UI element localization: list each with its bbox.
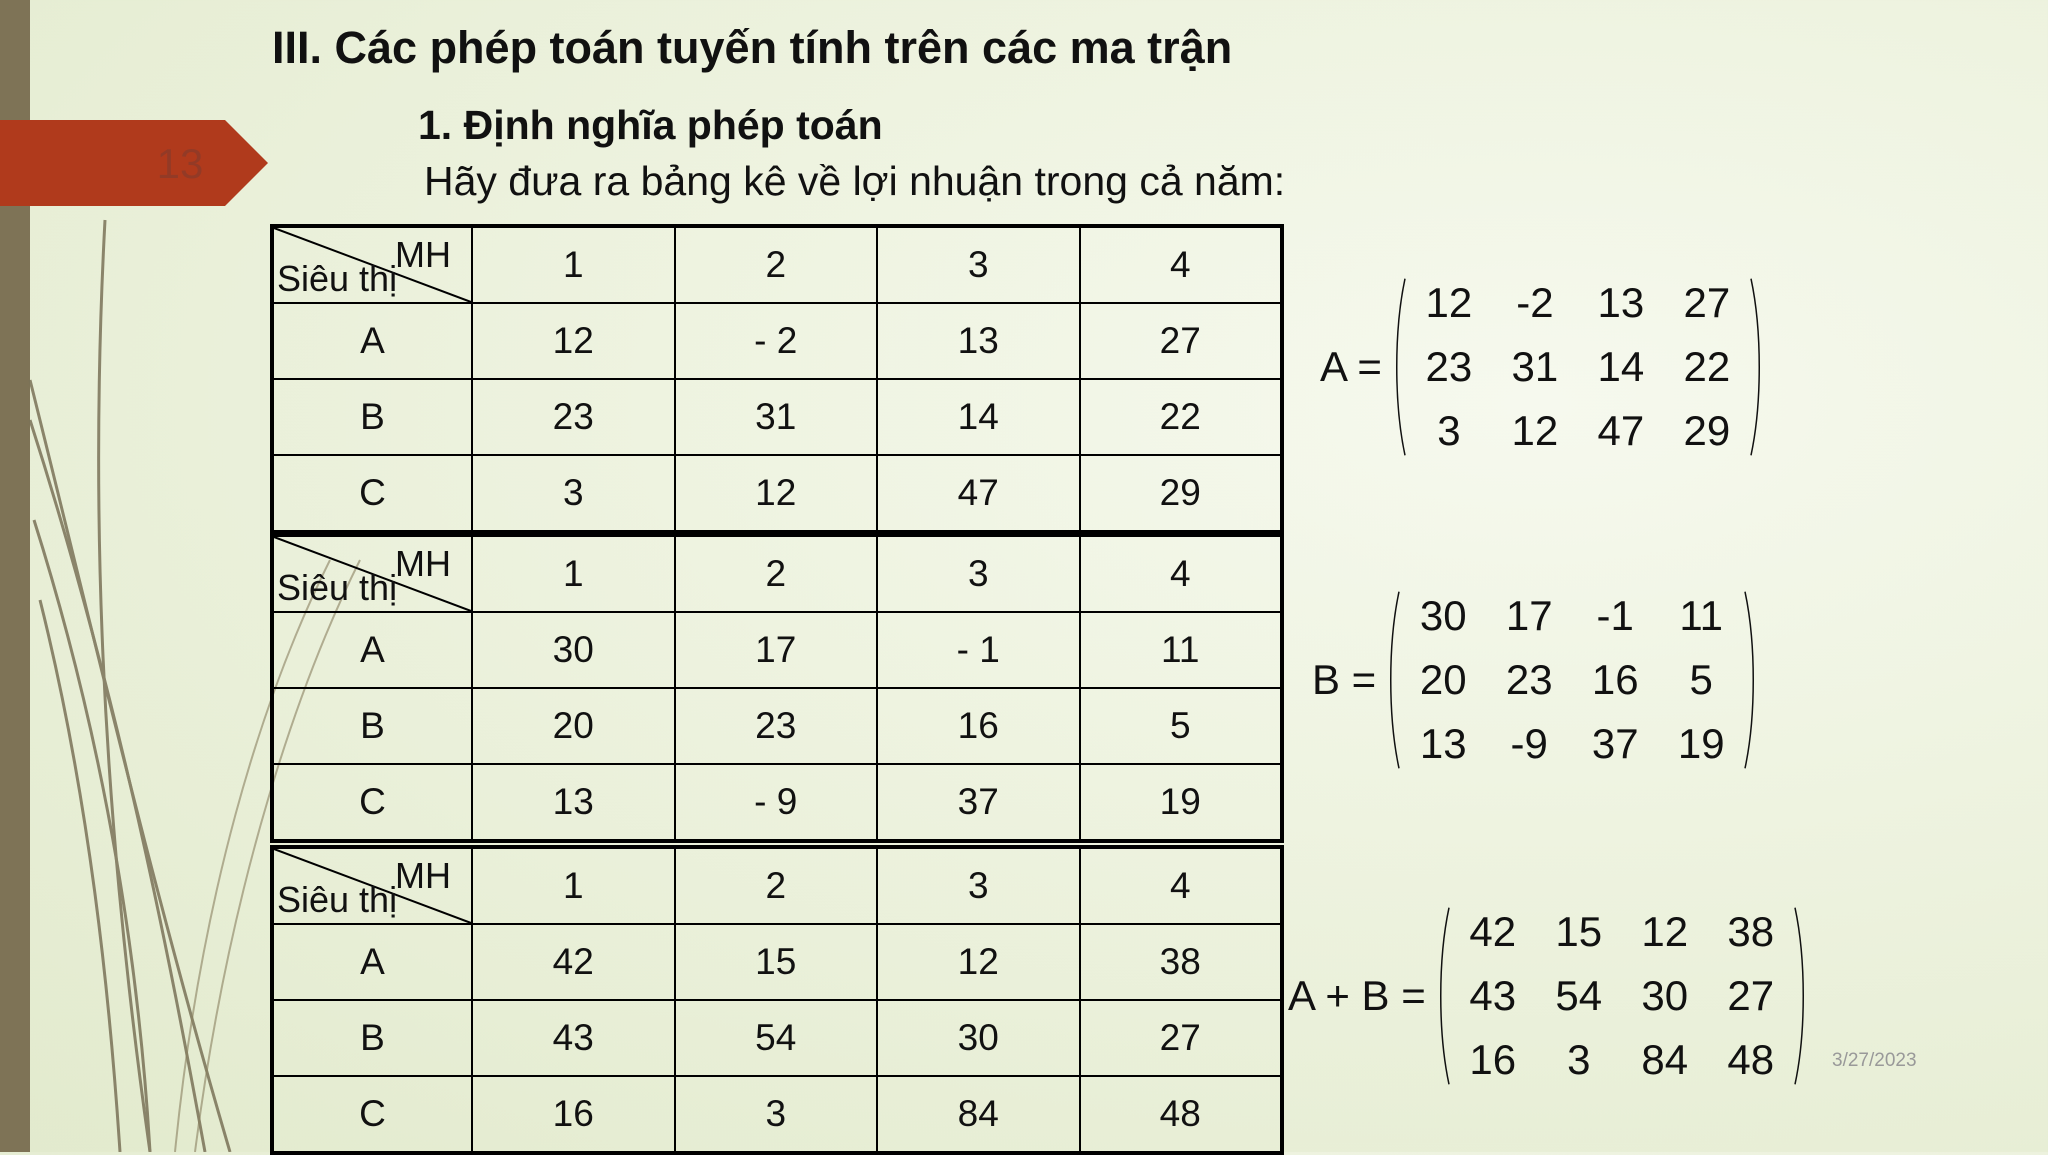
- matrix-entry: 37: [1591, 720, 1639, 767]
- table-row: [272, 455, 1282, 532]
- table-row: [272, 924, 1282, 1000]
- column-header-cell: 4: [1080, 226, 1283, 303]
- row-label-cell: A: [272, 924, 472, 1000]
- matrix-entries: [1406, 271, 1750, 463]
- column-header-cell: 3: [877, 535, 1080, 612]
- table-cell: 5: [1080, 688, 1283, 764]
- matrix-entry: 43: [1469, 972, 1517, 1019]
- table-cell: 12: [472, 303, 675, 379]
- profit-table-b: [270, 533, 1284, 843]
- table-cell: 27: [1080, 303, 1283, 379]
- slide-date: 3/27/2023: [1832, 1050, 1917, 1071]
- table-cell: 20: [472, 688, 675, 764]
- row-label-cell: A: [272, 303, 472, 379]
- matrix-entry: 23: [1425, 343, 1473, 390]
- matrix-entry: 54: [1555, 972, 1603, 1019]
- matrix-entry: 3: [1567, 1036, 1591, 1083]
- table-row: [272, 612, 1282, 688]
- profit-table-a: [270, 224, 1284, 534]
- table-header-row: [272, 535, 1282, 612]
- table-cell: 27: [1080, 1000, 1283, 1076]
- matrix-entries: [1400, 584, 1744, 776]
- row-label-cell: B: [272, 1000, 472, 1076]
- table-row: [272, 303, 1282, 379]
- matrix-entry: 19: [1677, 720, 1725, 767]
- table-cell: - 1: [877, 612, 1080, 688]
- corner-header-cell: [272, 226, 472, 303]
- matrix-entry: 11: [1679, 592, 1724, 639]
- right-paren: [1750, 275, 1764, 459]
- column-header-cell: 2: [675, 847, 878, 924]
- table-cell: 12: [877, 924, 1080, 1000]
- row-axis-label: Siêu thị: [277, 567, 398, 608]
- page-number: 13: [156, 140, 204, 187]
- table-row: [272, 1000, 1282, 1076]
- row-label-cell: B: [272, 688, 472, 764]
- column-header-cell: 3: [877, 847, 1080, 924]
- matrix-b: [1312, 588, 1758, 772]
- table-cell: 19: [1080, 764, 1283, 841]
- corner-header-cell: [272, 847, 472, 924]
- matrix-entry: 84: [1641, 1036, 1689, 1083]
- matrix-a: [1320, 275, 1764, 459]
- matrix-entry: 47: [1597, 407, 1645, 454]
- matrix-entry: -2: [1516, 279, 1554, 326]
- right-paren: [1794, 904, 1808, 1088]
- table-cell: 16: [472, 1076, 675, 1153]
- matrix-entry: 5: [1689, 656, 1713, 703]
- matrix-entry: 30: [1419, 592, 1467, 639]
- column-header-cell: 2: [675, 535, 878, 612]
- profit-table-sum: [270, 845, 1284, 1155]
- matrix-lhs: B =: [1312, 656, 1377, 703]
- table-cell: - 9: [675, 764, 878, 841]
- table-row: [272, 688, 1282, 764]
- column-axis-label: MH: [395, 543, 451, 584]
- left-paren: [1436, 904, 1450, 1088]
- table-cell: 13: [877, 303, 1080, 379]
- table-header-row: [272, 226, 1282, 303]
- table-cell: 38: [1080, 924, 1283, 1000]
- table-cell: 31: [675, 379, 878, 455]
- table-cell: 29: [1080, 455, 1283, 532]
- matrix-entry: 12: [1511, 407, 1559, 454]
- matrix-entry: 13: [1597, 279, 1645, 326]
- matrix-entry: 29: [1683, 407, 1731, 454]
- table-cell: 23: [675, 688, 878, 764]
- slide-title: III. Các phép toán tuyến tính trên các ma trận: [272, 22, 1233, 73]
- table-cell: 15: [675, 924, 878, 1000]
- left-paren: [1392, 275, 1406, 459]
- matrix-entry: 27: [1727, 972, 1775, 1019]
- matrix-entry: 23: [1505, 656, 1553, 703]
- table-cell: 43: [472, 1000, 675, 1076]
- left-paren: [1386, 588, 1400, 772]
- matrix-entry: 14: [1597, 343, 1645, 390]
- column-header-cell: 3: [877, 226, 1080, 303]
- table-row: [272, 1076, 1282, 1153]
- column-header-cell: 2: [675, 226, 878, 303]
- row-label-cell: A: [272, 612, 472, 688]
- column-axis-label: MH: [395, 234, 451, 275]
- page-number-arrow: [0, 120, 270, 206]
- matrix-entry: 13: [1419, 720, 1467, 767]
- matrix-lhs: A =: [1320, 343, 1382, 390]
- column-header-cell: 4: [1080, 847, 1283, 924]
- right-paren: [1744, 588, 1758, 772]
- matrix-entry: 16: [1469, 1036, 1517, 1083]
- row-axis-label: Siêu thị: [277, 258, 398, 299]
- row-label-cell: C: [272, 764, 472, 841]
- matrix-entry: -9: [1510, 720, 1548, 767]
- table-cell: 30: [877, 1000, 1080, 1076]
- matrix-entry: 3: [1437, 407, 1461, 454]
- table-cell: 47: [877, 455, 1080, 532]
- column-header-cell: 1: [472, 847, 675, 924]
- matrix-entry: 30: [1641, 972, 1689, 1019]
- matrix-entries: [1450, 900, 1794, 1092]
- row-label-cell: C: [272, 1076, 472, 1153]
- table-row: [272, 379, 1282, 455]
- table-cell: 84: [877, 1076, 1080, 1153]
- intro-text: Hãy đưa ra bảng kê về lợi nhuận trong cả năm:: [424, 158, 1286, 204]
- matrix-entry: 20: [1419, 656, 1467, 703]
- table-cell: 23: [472, 379, 675, 455]
- matrix-entry: 48: [1727, 1036, 1775, 1083]
- matrix-entry: 12: [1641, 908, 1689, 955]
- matrix-entry: 31: [1511, 343, 1559, 390]
- table-cell: 30: [472, 612, 675, 688]
- table-cell: 3: [472, 455, 675, 532]
- matrix-entry: 12: [1425, 279, 1473, 326]
- section-heading: 1. Định nghĩa phép toán: [418, 102, 883, 148]
- table-row: [272, 764, 1282, 841]
- table-cell: 48: [1080, 1076, 1283, 1153]
- column-header-cell: 4: [1080, 535, 1283, 612]
- matrix-sum: [1288, 904, 1808, 1088]
- table-cell: 16: [877, 688, 1080, 764]
- table-cell: 37: [877, 764, 1080, 841]
- column-header-cell: 1: [472, 535, 675, 612]
- table-cell: 11: [1080, 612, 1283, 688]
- table-cell: 3: [675, 1076, 878, 1153]
- row-label-cell: C: [272, 455, 472, 532]
- matrix-entry: -1: [1596, 592, 1634, 639]
- table-header-row: [272, 847, 1282, 924]
- row-axis-label: Siêu thị: [277, 879, 398, 920]
- column-header-cell: 1: [472, 226, 675, 303]
- matrix-entry: 38: [1727, 908, 1775, 955]
- table-cell: 17: [675, 612, 878, 688]
- table-cell: 22: [1080, 379, 1283, 455]
- table-cell: 12: [675, 455, 878, 532]
- corner-header-cell: [272, 535, 472, 612]
- table-cell: 54: [675, 1000, 878, 1076]
- table-cell: - 2: [675, 303, 878, 379]
- table-cell: 13: [472, 764, 675, 841]
- matrix-entry: 22: [1683, 343, 1731, 390]
- table-cell: 14: [877, 379, 1080, 455]
- matrix-entry: 27: [1683, 279, 1731, 326]
- row-label-cell: B: [272, 379, 472, 455]
- matrix-entry: 16: [1591, 656, 1639, 703]
- matrix-lhs: A + B =: [1288, 972, 1426, 1019]
- matrix-entry: 42: [1469, 908, 1517, 955]
- matrix-entry: 17: [1505, 592, 1553, 639]
- matrix-entry: 15: [1555, 908, 1603, 955]
- table-cell: 42: [472, 924, 675, 1000]
- column-axis-label: MH: [395, 855, 451, 896]
